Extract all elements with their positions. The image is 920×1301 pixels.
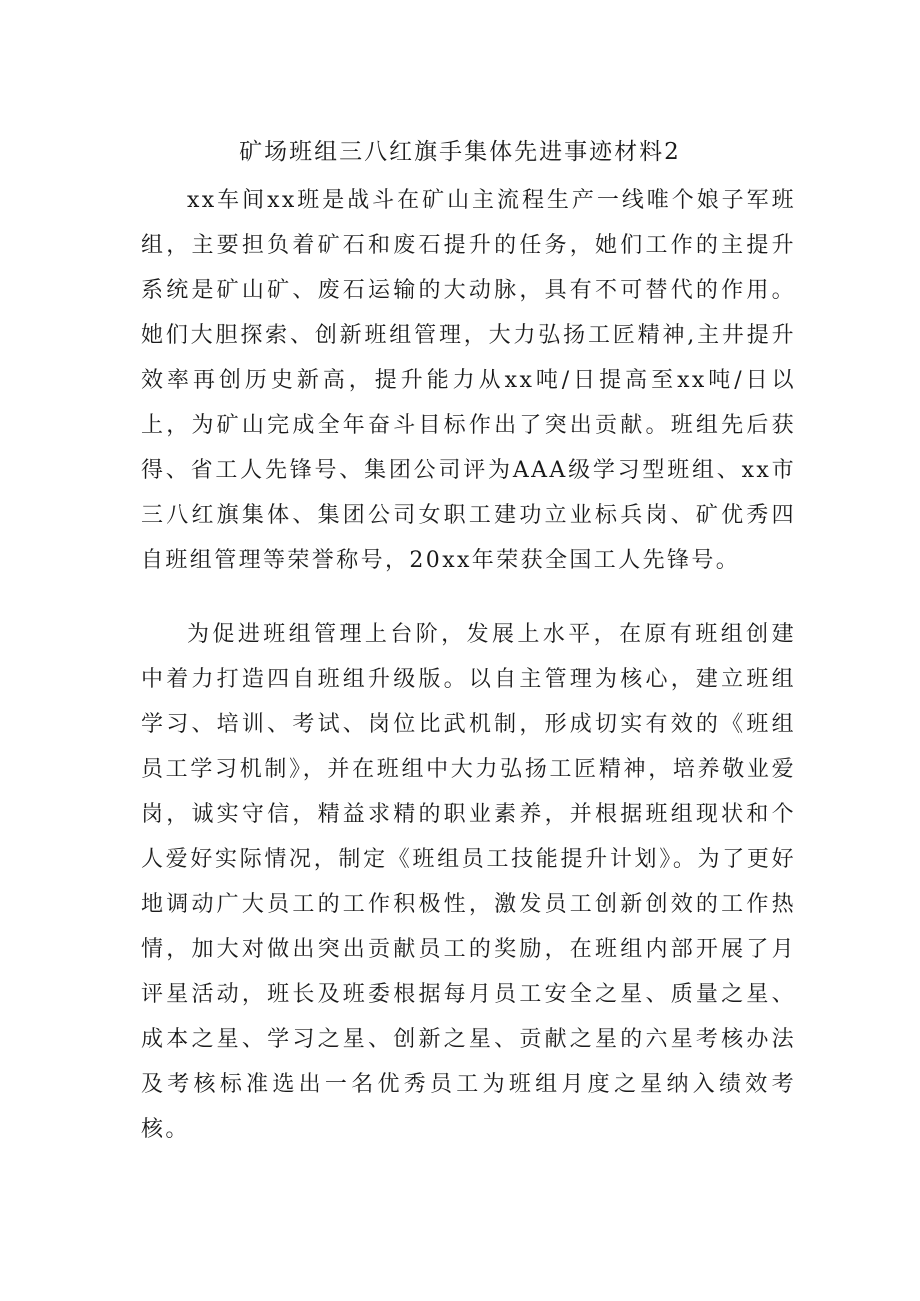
body-paragraph-2: 为促进班组管理上台阶，发展上水平，在原有班组创建中着力打造四自班组升级版。以自主管理为核心，建立班组学习、培训、考试、岗位比武机制，形成切实有效的《班组员工学习机制》，并在班组中大力弘扬工匠精神，培养敬业爱岗，诚实守信，精益求精的职业素养，并根据班组现状和个人爱好实际情况，制定《班组员工技能提升计划》。为了更好地调动广大员工的工作积极性，激发员工创新创效的工作热情，加大对做出突出贡献员工的奖励，在班组内部开展了月评星活动，班长及班委根据每月员工安全之星、质量之星、成本之星、学习之星、创新之星、贡献之星的六星考核办法及考核标准选出一名优秀员工为班组月度之星纳入绩效考核。 xyxy=(141,622,796,1142)
body-paragraph-1: xx车间xx班是战斗在矿山主流程生产一线唯个娘子军班组，主要担负着矿石和废石提升的任务，她们工作的主提升系统是矿山矿、废石运输的大动脉，具有不可替代的作用。她们大胆探索、创新班组管理，大力弘扬工匠精神,主井提升效率再创历史新高，提升能力从xx吨/日提高至xx吨/日以上，为矿山完成全年奋斗目标作出了突出贡献。班组先后获得、省工人先锋号、集团公司评为AAA级学习型班组、xx市三八红旗集体、集团公司女职工建功立业标兵岗、矿优秀四自班组管理等荣誉称号，20xx年荣获全国工人先锋号。 xyxy=(141,188,796,573)
document-title: 矿场班组三八红旗手集体先进事迹材料2 xyxy=(239,139,681,165)
